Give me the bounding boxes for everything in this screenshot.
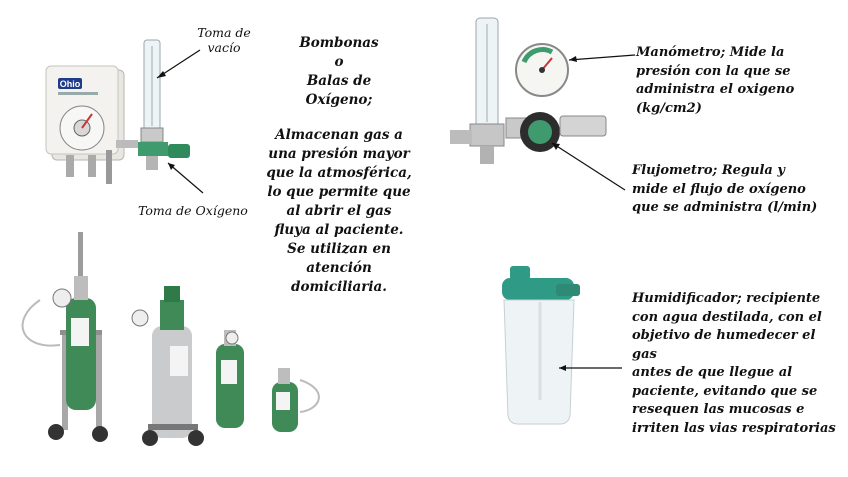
flujometro-description: Flujometro; Regula y mide el flujo de oxígeno que se administra (l/min) bbox=[632, 163, 818, 215]
oxygen-regulator-image bbox=[450, 18, 606, 164]
arrow-manometro bbox=[569, 55, 635, 60]
desc-line: fluya al paciente. bbox=[274, 222, 404, 238]
manometro-description: Manómetro; Mide la presión con la que se administra el oxigeno (kg/cm2) bbox=[636, 45, 795, 116]
toma-oxigeno-label: Toma de Oxígeno bbox=[138, 203, 248, 218]
toma-vacio-label: Toma de vacío bbox=[197, 25, 251, 55]
desc-line: atención bbox=[306, 260, 372, 276]
title-line: Balas de bbox=[306, 73, 372, 89]
title-line: o bbox=[334, 54, 344, 70]
desc-line: al abrir el gas bbox=[286, 203, 392, 219]
cylinders-title bbox=[264, 34, 414, 110]
brand-logo: Ohio bbox=[59, 79, 81, 89]
desc-line: Se utilizan en bbox=[287, 241, 391, 257]
desc-line: domiciliaria. bbox=[291, 279, 387, 295]
title-line: Oxígeno; bbox=[305, 92, 373, 108]
humidificador-description: Humidificador; recipiente con agua destilada, con el objetivo de humedecer el gas antes de que llegue al paciente, evitando que se resequen las mucosas e irriten las vias respiratorias bbox=[632, 291, 836, 436]
desc-line: Almacenan gas a bbox=[275, 127, 403, 143]
humidifier-image bbox=[502, 266, 580, 424]
desc-line: una presión mayor bbox=[268, 146, 410, 162]
cylinders-description bbox=[256, 126, 422, 297]
desc-line: que la atmosférica, bbox=[266, 165, 412, 181]
desc-line: lo que permite que bbox=[267, 184, 411, 200]
arrow-toma-oxigeno bbox=[168, 163, 203, 193]
suction-regulator-image bbox=[46, 40, 190, 184]
arrow-flujometro bbox=[552, 143, 625, 190]
title-line: Bombonas bbox=[299, 35, 379, 51]
